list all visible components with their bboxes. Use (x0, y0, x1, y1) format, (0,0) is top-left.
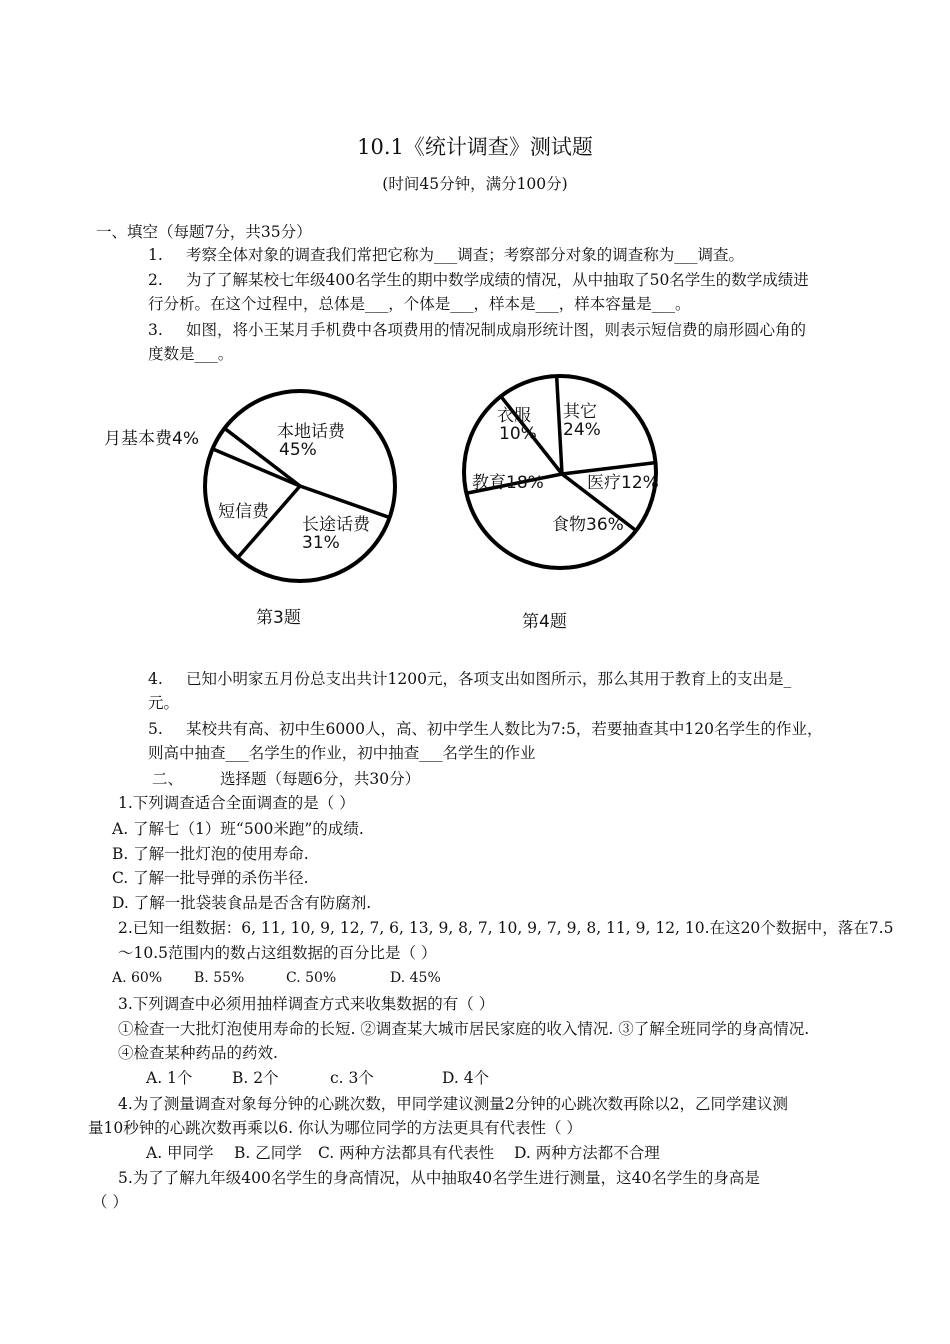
choice-option-b: B. 乙同学 (234, 1144, 302, 1162)
choice-question-5: 5.为了了解九年级400名学生的身高情况，从中抽取40名学生进行测量，这40名学生的身高是 (118, 1169, 760, 1187)
fill-question-2 (148, 269, 809, 291)
choice-options-row (146, 1067, 489, 1089)
choice-option-a: A. 甲同学 (146, 1144, 214, 1162)
choice-question-3: 3.下列调查中必须用抽样调查方式来收集数据的有（ ） (118, 995, 495, 1013)
choice-question-3-items-cont: ④检查某种药品的药效. (118, 1044, 278, 1062)
question-text: 考察全体对象的调查我们常把它称为___调查；考察部分对象的调查称为___调查。 (186, 246, 745, 264)
section2-number: 二、 (152, 770, 184, 788)
slice-label-sms: 短信费 (218, 502, 269, 522)
page-subtitle: (时间45分钟，满分100分) (382, 175, 568, 193)
choice-option-c: C. 两种方法都具有代表性 (318, 1144, 495, 1162)
slice-pct-other: 24% (563, 420, 601, 440)
question-number: 3. (148, 321, 163, 339)
slice-pct-clothing: 10% (499, 424, 537, 444)
slice-pct-long-distance: 31% (302, 533, 340, 553)
section1-heading: 一、填空（每题7分，共35分） (96, 223, 312, 241)
fill-question-5 (148, 718, 822, 740)
section2-heading (152, 767, 420, 789)
choice-question-4: 4.为了测量调查对象每分钟的心跳次数，甲同学建议测量2分钟的心跳次数再除以2，乙同学建议测 (118, 1095, 789, 1113)
fill-question-4 (148, 668, 791, 690)
choice-option-c: C. 50% (286, 970, 337, 986)
choice-option-d: D. 了解一批袋装食品是否含有防腐剂. (112, 894, 372, 912)
slice-label-education: 教育18% (472, 473, 544, 493)
chart-caption-q3: 第3题 (256, 608, 301, 628)
choice-question-2: 2.已知一组数据：6, 11, 10, 9, 12, 7, 6, 13, 9, 8, 7, 10, 9, 7, 9, 8, 11, 9, 12, 10.在这20个数据中，落在7.5 (118, 919, 894, 937)
choice-option-b: B. 了解一批灯泡的使用寿命. (112, 845, 309, 863)
fill-question-2-cont: 行分析。在这个过程中，总体是___，个体是___，样本是___，样本容量是___。 (148, 295, 691, 313)
question-number: 2. (148, 271, 163, 289)
question-text: 如图，将小王某月手机费中各项费用的情况制成扇形统计图，则表示短信费的扇形圆心角的 (186, 321, 807, 339)
choice-option-a: A. 1个 (146, 1069, 193, 1087)
slice-label-food: 食物36% (552, 515, 624, 535)
choice-option-b: B. 55% (194, 970, 245, 986)
choice-question-4-cont: 量10秒钟的心跳次数再乘以6. 你认为哪位同学的方法更具有代表性（ ） (88, 1119, 582, 1137)
pie-divider-其它 (557, 376, 562, 474)
pie-chart-q3 (90, 370, 510, 640)
page-title: 10.1《统计调查》测试题 (357, 135, 593, 159)
slice-label-monthly-fee: 月基本费4% (104, 429, 199, 449)
chart-caption-q4: 第4题 (522, 612, 567, 632)
section2-title: 选择题（每题6分，共30分） (220, 770, 421, 788)
choice-option-d: D. 45% (390, 970, 441, 986)
choice-question-3-items: ①检查一大批灯泡使用寿命的长短. ②调查某大城市居民家庭的收入情况. ③了解全班同学的身高情况. (118, 1020, 810, 1038)
slice-label-local-call: 本地话费 (277, 422, 345, 442)
slice-label-clothing: 衣服 (497, 406, 531, 426)
fill-question-1 (148, 244, 744, 266)
choice-option-d: D. 4个 (442, 1069, 490, 1087)
choice-option-d: D. 两种方法都不合理 (514, 1144, 660, 1162)
slice-label-other: 其它 (563, 402, 597, 422)
question-text: 为了了解某校七年级400名学生的期中数学成绩的情况，从中抽取了50名学生的数学成绩进 (186, 271, 809, 289)
question-number: 5. (148, 720, 163, 738)
choice-option-c: C. 了解一批导弹的杀伤半径. (112, 869, 309, 887)
choice-options-row (112, 967, 441, 989)
slice-pct-local-call: 45% (279, 440, 317, 460)
slice-label-long-distance: 长途话费 (302, 515, 370, 535)
slice-label-medical: 医疗12% (587, 473, 659, 493)
choice-options-row (146, 1142, 660, 1164)
question-text: 某校共有高、初中生6000人，高、初中学生人数比为7:5，若要抽查其中120名学生的作业， (186, 720, 823, 738)
choice-question-5-cont: （ ） (92, 1193, 128, 1211)
fill-question-5-cont: 则高中抽查___名学生的作业，初中抽查___名学生的作业 (148, 744, 536, 762)
choice-question-1: 1.下列调查适合全面调查的是（ ） (118, 794, 355, 812)
choice-question-2-cont: ～10.5范围内的数占这组数据的百分比是（ ） (118, 944, 437, 962)
choice-option-c: c. 3个 (330, 1069, 374, 1087)
fill-question-3 (148, 319, 806, 341)
choice-option-b: B. 2个 (232, 1069, 279, 1087)
fill-question-4-cont: 元。 (148, 694, 180, 712)
choice-option-a: A. 60% (112, 970, 163, 986)
choice-option-a: A. 了解七（1）班“500米跑”的成绩. (112, 820, 364, 838)
fill-question-3-cont: 度数是___。 (148, 345, 234, 363)
question-text: 已知小明家五月份总支出共计1200元，各项支出如图所示，那么其用于教育上的支出是_ (186, 670, 792, 688)
question-number: 4. (148, 670, 163, 688)
question-number: 1. (148, 246, 163, 264)
